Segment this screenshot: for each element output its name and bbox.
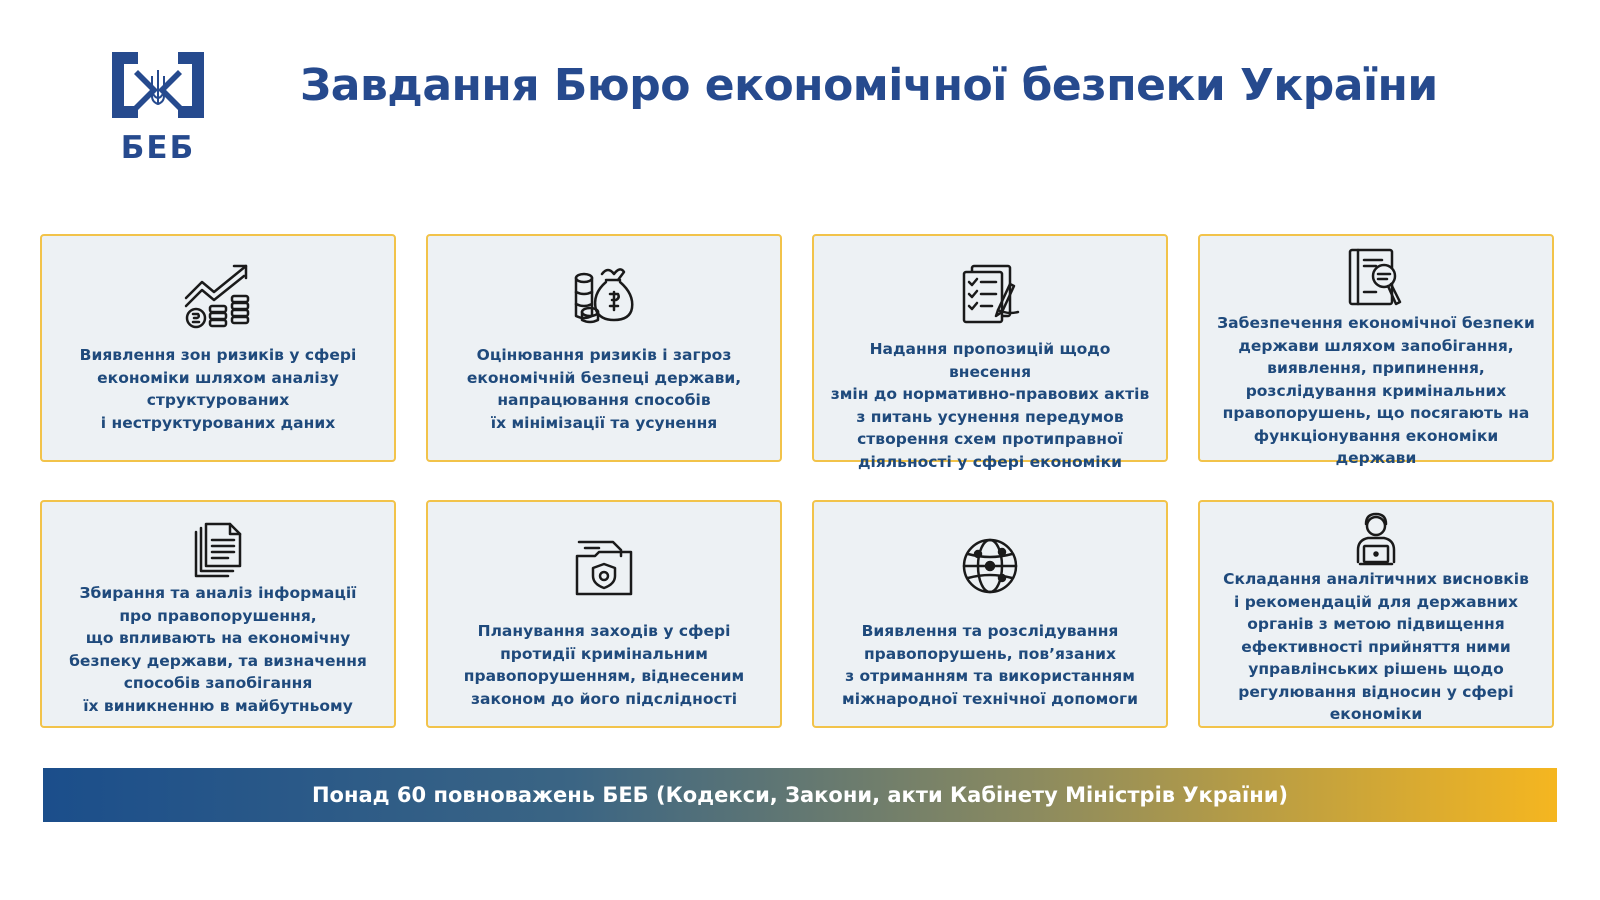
task-card-analytical-conclusions [1198, 500, 1554, 728]
task-card-information-analysis [40, 500, 396, 728]
task-card-risk-assessment [426, 234, 782, 462]
beb-logo [112, 52, 204, 164]
task-card-text: Збирання та аналіз інформації про правопорушення, що впливають на економічну безпеку держави, та визначення способів запобігання їх виникненню в майбутньому [69, 584, 367, 715]
money-bag-coins-icon [572, 264, 636, 326]
task-card-text: Виявлення та розслідування правопорушень, пов’язаних з отриманням та використанням міжнародної технічної допомоги [842, 622, 1138, 708]
logo-text: БЕБ [120, 130, 196, 166]
globe-network-icon [960, 536, 1020, 596]
folder-badge-icon [573, 536, 635, 598]
analyst-laptop-icon [1354, 512, 1398, 566]
beb-emblem-icon [112, 52, 204, 124]
task-card-text: Складання аналітичних висновків і рекомендацій для державних органів з метою підвищення ефективності прийняття ними управлінських рішень щодо регулювання відносин у сфері економіки [1223, 570, 1529, 723]
page-title: Завдання Бюро економічної безпеки України [300, 60, 1438, 111]
banner-text: Понад 60 повноважень БЕБ (Кодекси, Закони, акти Кабінету Міністрів України) [311, 783, 1289, 807]
task-card-planning-measures [426, 500, 782, 728]
task-card-text: Оцінювання ризиків і загроз економічній безпеці держави, напрацювання способів їх мінімізації та усунення [466, 346, 742, 432]
task-card-text: Надання пропозицій щодо внесення змін до нормативно-правових актів з питань усунення передумов створення схем протиправної діяльності у сфері економіки [830, 340, 1150, 471]
task-card-text: Виявлення зон ризиків у сфері економіки шляхом аналізу структурованих і неструктурованих даних [79, 346, 357, 432]
document-checklist-pen-icon [958, 262, 1022, 326]
powers-banner [43, 768, 1557, 822]
growth-chart-coins-icon [182, 262, 254, 330]
task-card-legal-proposals [812, 234, 1168, 471]
task-card-international-aid [812, 500, 1168, 728]
task-card-text: Забезпечення економічної безпеки держави шляхом запобігання, виявлення, припинення, розслідування кримінальних правопорушень, що посягають на функціонування економіки держави [1217, 314, 1535, 467]
documents-stack-icon [192, 520, 244, 580]
task-card-text: Планування заходів у сфері протидії кримінальним правопорушенням, віднесеним законом до його підслідності [463, 622, 745, 708]
task-card-risk-zones [40, 234, 396, 462]
task-card-economic-security [1198, 234, 1554, 467]
document-magnifier-icon [1346, 248, 1406, 310]
